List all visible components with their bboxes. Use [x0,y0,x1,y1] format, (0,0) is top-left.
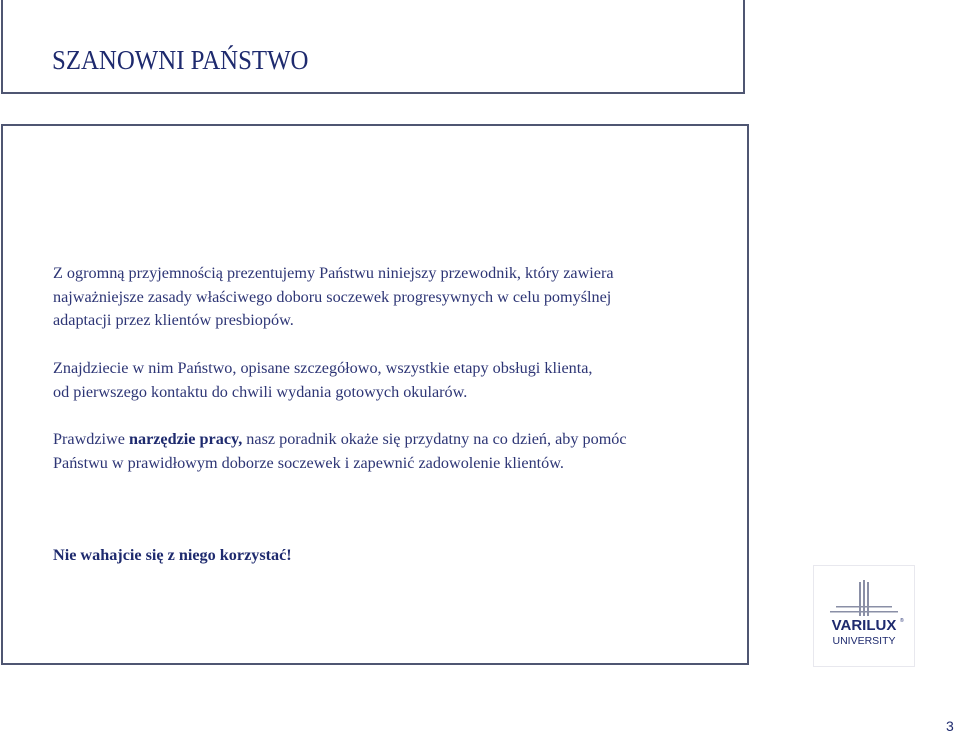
details-line-2: od pierwszego kontaktu do chwili wydania gotowych okularów. [53,382,468,401]
title-box [1,0,745,94]
closing-sentence: Nie wahajcie się z niego korzystać! [53,546,292,564]
intro-line-2: najważniejsze zasady właściwego doboru soczewek progresywnych w celu pomyślnej [53,287,612,306]
logo-brand-text: VARILUX [831,617,897,634]
intro-line-1: Z ogromną przyjemnością prezentujemy Państwu niniejszy przewodnik, który zawiera [53,264,614,282]
details-line-1: Znajdziecie w nim Państwo, opisane szczegółowo, wszystkie etapy obsługi klienta, [53,359,593,377]
registered-mark-icon: ® [900,618,904,624]
tool-line-1-start: Prawdziwe [53,430,129,448]
tool-line-2: Państwu w prawidłowym doborze soczewek i zapewnić zadowolenie klientów. [53,453,564,472]
page-title: SZANOWNI PAŃSTWO [52,45,309,75]
varilux-university-logo [814,566,914,666]
tool-emphasis: narzędzie pracy, [128,430,243,448]
logo-subtitle-text: UNIVERSITY [832,635,896,647]
tool-line-1-end: nasz poradnik okaże się przydatny na co dzień, aby pomóc [242,430,627,448]
intro-paragraph [53,262,614,333]
tool-paragraph [53,428,627,475]
details-paragraph [53,357,592,404]
logo-graphic [814,566,914,666]
page-number: 3 [946,718,954,734]
intro-line-3: adaptacji przez klientów presbiopów. [53,311,294,330]
